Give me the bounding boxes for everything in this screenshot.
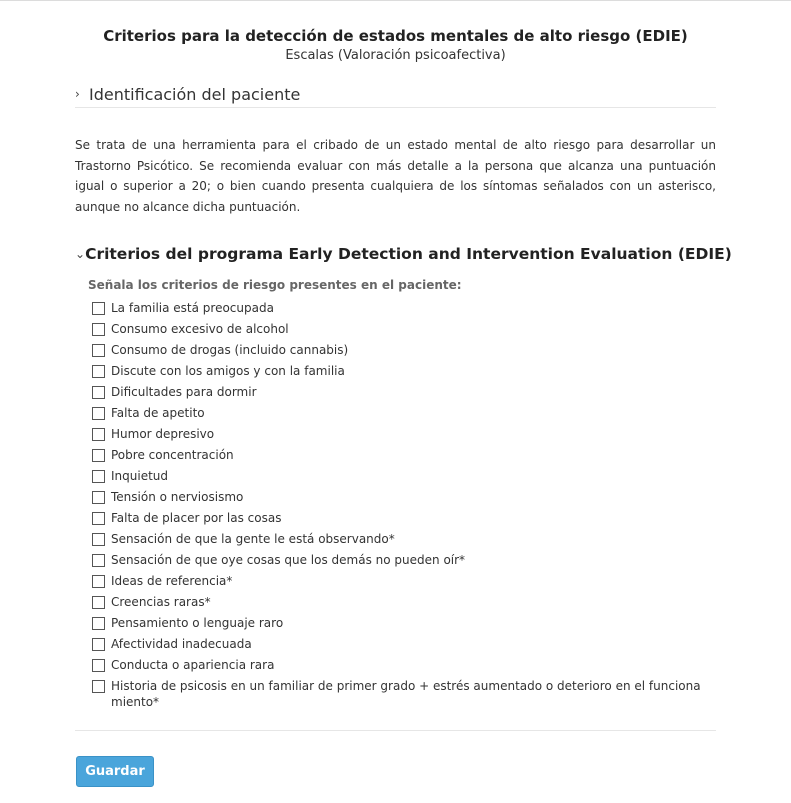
- criteria-instruction: Señala los criterios de riesgo presentes en el paciente:: [88, 278, 462, 292]
- criterion-checkbox[interactable]: [92, 428, 105, 441]
- criterion-label: Inquietud: [111, 469, 169, 483]
- criterion-label: Sensación de que la gente le está observando*: [111, 532, 395, 546]
- edie-criteria-label: Criterios del programa Early Detection and Intervention Evaluation (EDIE): [85, 245, 732, 263]
- criterion-label: Discute con los amigos y con la familia: [111, 364, 345, 378]
- criterion-item[interactable]: [92, 613, 716, 634]
- edie-criteria-section-toggle[interactable]: [75, 241, 732, 267]
- criterion-label: Dificultades para dormir: [111, 385, 257, 399]
- criterion-label: Conducta o apariencia rara: [111, 658, 275, 672]
- criterion-checkbox[interactable]: [92, 365, 105, 378]
- chevron-right-icon: ›: [75, 87, 80, 101]
- criterion-checkbox[interactable]: [92, 575, 105, 588]
- patient-identification-section-toggle[interactable]: [75, 81, 716, 108]
- criterion-checkbox[interactable]: [92, 638, 105, 651]
- criterion-item[interactable]: [92, 529, 716, 550]
- criterion-item[interactable]: [92, 466, 716, 487]
- criterion-item[interactable]: [92, 634, 716, 655]
- criterion-label: Pobre concentración: [111, 448, 234, 462]
- criterion-item[interactable]: [92, 550, 716, 571]
- criterion-item[interactable]: [92, 361, 716, 382]
- criterion-label: Creencias raras*: [111, 595, 211, 609]
- criterion-label: Sensación de que oye cosas que los demás no pueden oír*: [111, 553, 466, 567]
- scale-description: Se trata de una herramienta para el cribado de un estado mental de alto riesgo para desarrollar un Trastorno Psicótico. Se recomienda evaluar con más detalle a la persona que alcanza una puntuación igual o superior a 20; o bien cuando presenta cualquiera de los síntomas señalados con un asterisco, aunque no alcance dicha puntuación.: [75, 138, 716, 214]
- criterion-checkbox[interactable]: [92, 344, 105, 357]
- criterion-checkbox[interactable]: [92, 680, 105, 693]
- criterion-checkbox[interactable]: [92, 554, 105, 567]
- criterion-label: Afectividad inadecuada: [111, 637, 252, 651]
- criterion-checkbox[interactable]: [92, 407, 105, 420]
- chevron-down-icon: ⌄: [75, 247, 86, 261]
- criterion-checkbox[interactable]: [92, 470, 105, 483]
- page-subtitle: Escalas (Valoración psicoafectiva): [285, 48, 506, 63]
- criteria-checklist: [92, 298, 716, 713]
- criterion-label: Ideas de referencia*: [111, 574, 233, 588]
- criterion-label: Falta de apetito: [111, 406, 205, 420]
- criterion-label: Falta de placer por las cosas: [111, 511, 282, 525]
- criterion-item[interactable]: [92, 403, 716, 424]
- criterion-item[interactable]: [92, 571, 716, 592]
- criterion-item[interactable]: [92, 487, 716, 508]
- criterion-checkbox[interactable]: [92, 386, 105, 399]
- criterion-label: Humor depresivo: [111, 427, 215, 441]
- criterion-label: Pensamiento o lenguaje raro: [111, 616, 284, 630]
- criterion-item[interactable]: [92, 676, 716, 713]
- criterion-label: La familia está preocupada: [111, 301, 274, 315]
- criterion-label: Consumo excesivo de alcohol: [111, 322, 289, 336]
- criterion-item[interactable]: [92, 340, 716, 361]
- criterion-checkbox[interactable]: [92, 449, 105, 462]
- criterion-checkbox[interactable]: [92, 512, 105, 525]
- criterion-item[interactable]: [92, 319, 716, 340]
- criterion-item[interactable]: [92, 655, 716, 676]
- criterion-label: Historia de psicosis en un familiar de primer grado + estrés aumentado o deterioro en el funciona miento*: [111, 679, 701, 709]
- criterion-checkbox[interactable]: [92, 533, 105, 546]
- divider: [75, 730, 716, 731]
- criterion-item[interactable]: [92, 592, 716, 613]
- patient-identification-label: Identificación del paciente: [89, 84, 301, 104]
- criterion-item[interactable]: [92, 445, 716, 466]
- criterion-checkbox[interactable]: [92, 323, 105, 336]
- criterion-item[interactable]: [92, 508, 716, 529]
- criterion-item[interactable]: [92, 424, 716, 445]
- page-title: Criterios para la detección de estados mentales de alto riesgo (EDIE): [103, 27, 688, 45]
- criterion-checkbox[interactable]: [92, 302, 105, 315]
- criterion-item[interactable]: [92, 382, 716, 403]
- criterion-checkbox[interactable]: [92, 659, 105, 672]
- criterion-item[interactable]: [92, 298, 716, 319]
- criterion-label: Tensión o nerviosismo: [111, 490, 244, 504]
- criterion-checkbox[interactable]: [92, 617, 105, 630]
- criterion-label: Consumo de drogas (incluido cannabis): [111, 343, 349, 357]
- save-button[interactable]: Guardar: [76, 756, 154, 787]
- criterion-checkbox[interactable]: [92, 596, 105, 609]
- criterion-checkbox[interactable]: [92, 491, 105, 504]
